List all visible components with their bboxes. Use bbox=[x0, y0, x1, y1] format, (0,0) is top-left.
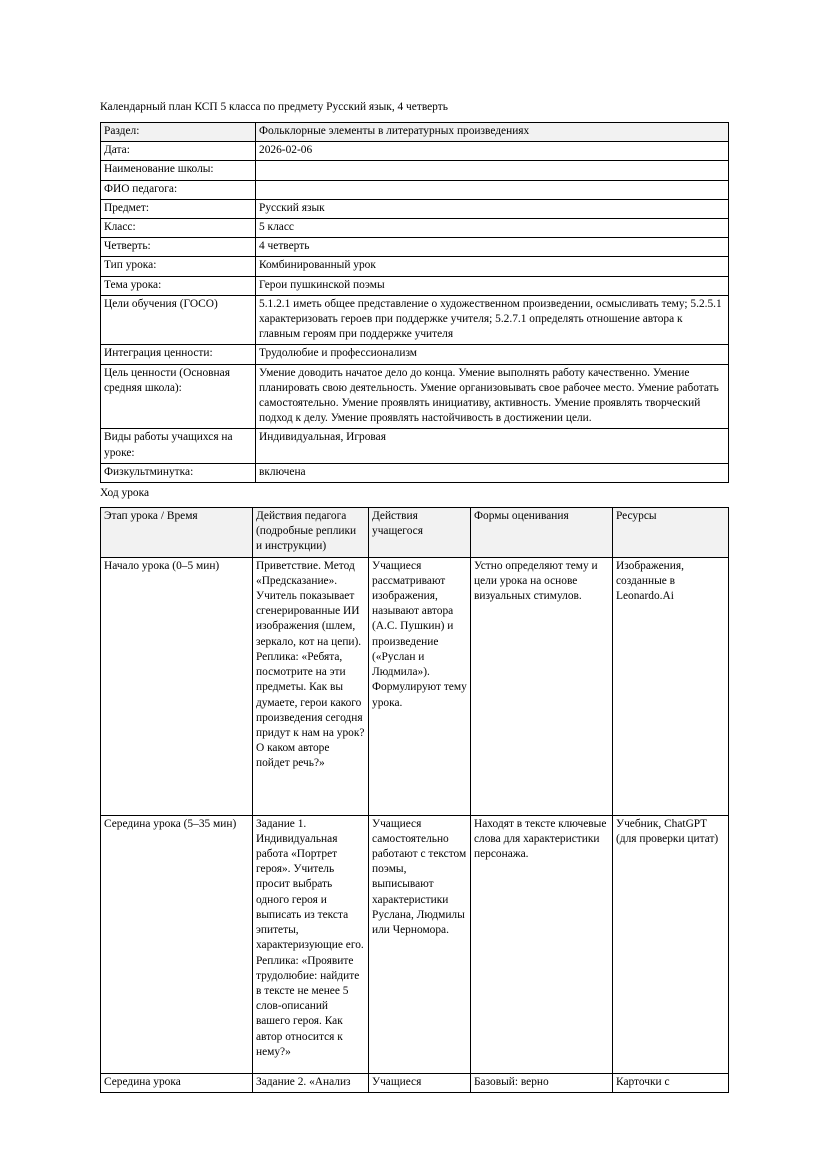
info-value: включена bbox=[256, 463, 729, 482]
cell-teacher-actions: Задание 2. «Анализ bbox=[253, 1073, 369, 1092]
info-value: 5 класс bbox=[256, 219, 729, 238]
info-label: ФИО педагога: bbox=[101, 180, 256, 199]
info-value bbox=[256, 180, 729, 199]
lesson-info-table bbox=[100, 122, 729, 483]
info-label: Предмет: bbox=[101, 199, 256, 218]
lesson-flow-table bbox=[100, 507, 729, 1093]
table-row bbox=[101, 219, 729, 238]
info-label: Физкультминутка: bbox=[101, 463, 256, 482]
info-value: 5.1.2.1 иметь общее представление о художественном произведении, осмысливать тему; 5.2.5.1 характеризовать героев при поддержке учителя; 5.2.7.1 определять отношение автора к главным героям при поддержке учителя bbox=[256, 295, 729, 345]
table-row bbox=[101, 180, 729, 199]
table-row bbox=[101, 123, 729, 142]
lesson-flow-label: Ход урока bbox=[100, 487, 150, 500]
info-label: Виды работы учащихся на уроке: bbox=[101, 429, 256, 463]
table-row bbox=[101, 238, 729, 257]
table-row bbox=[101, 257, 729, 276]
table-row bbox=[101, 276, 729, 295]
cell-teacher-actions: Задание 1. Индивидуальная работа «Портрет героя». Учитель просит выбрать одного героя и выписать из текста эпитеты, характеризующие его. Реплика: «Проявите трудолюбие: найдите в тексте не менее 5 слов-описаний вашего героя. Как автор относится к нему?» bbox=[253, 815, 369, 1073]
info-label: Четверть: bbox=[101, 238, 256, 257]
info-value: Герои пушкинской поэмы bbox=[256, 276, 729, 295]
info-label: Тип урока: bbox=[101, 257, 256, 276]
table-row bbox=[101, 364, 729, 429]
column-header-teacher-actions: Действия педагога (подробные реплики и инструкции) bbox=[253, 508, 369, 558]
table-row bbox=[101, 815, 729, 1073]
table-row bbox=[101, 429, 729, 463]
info-label: Наименование школы: bbox=[101, 161, 256, 180]
table-row bbox=[101, 1073, 729, 1092]
table-row bbox=[101, 295, 729, 345]
cell-assessment: Находят в тексте ключевые слова для характеристики персонажа. bbox=[471, 815, 613, 1073]
table-row bbox=[101, 557, 729, 815]
cell-stage: Середина урока (5–35 мин) bbox=[101, 815, 253, 1073]
info-label: Раздел: bbox=[101, 123, 256, 142]
cell-stage: Начало урока (0–5 мин) bbox=[101, 557, 253, 815]
info-value: Умение доводить начатое дело до конца. Умение выполнять работу качественно. Умение планировать свою деятельность. Умение организовывать свое рабочее место. Умение работать самостоятельно. Умение проявлять инициативу, активность. Умение проявлять творческий подход к делу. Умение проявлять настойчивость в достижении цели. bbox=[256, 364, 729, 429]
cell-resources: Карточки с bbox=[613, 1073, 729, 1092]
info-label: Цели обучения (ГОСО) bbox=[101, 295, 256, 345]
cell-teacher-actions: Приветствие. Метод «Предсказание». Учитель показывает сгенерированные ИИ изображения (шлем, зеркало, кот на цепи). Реплика: «Ребята, посмотрите на эти предметы. Как вы думаете, герои какого произведения сегодня придут к нам на урок? О каком авторе пойдет речь?» bbox=[253, 557, 369, 815]
cell-assessment: Базовый: верно bbox=[471, 1073, 613, 1092]
info-value: 4 четверть bbox=[256, 238, 729, 257]
info-label: Дата: bbox=[101, 142, 256, 161]
cell-student-actions: Учащиеся рассматривают изображения, называют автора (А.С. Пушкин) и произведение («Руслан и Людмила»). Формулируют тему урока. bbox=[369, 557, 471, 815]
table-row bbox=[101, 142, 729, 161]
info-value: Трудолюбие и профессионализм bbox=[256, 345, 729, 364]
lesson-info-table-body bbox=[101, 123, 729, 483]
column-header-stage: Этап урока / Время bbox=[101, 508, 253, 558]
column-header-assessment: Формы оценивания bbox=[471, 508, 613, 558]
column-header-resources: Ресурсы bbox=[613, 508, 729, 558]
cell-student-actions: Учащиеся bbox=[369, 1073, 471, 1092]
column-header-student-actions: Действия учащегося bbox=[369, 508, 471, 558]
info-value: Фольклорные элементы в литературных произведениях bbox=[256, 123, 729, 142]
info-value: Комбинированный урок bbox=[256, 257, 729, 276]
cell-assessment: Устно определяют тему и цели урока на основе визуальных стимулов. bbox=[471, 557, 613, 815]
cell-resources: Учебник, ChatGPT (для проверки цитат) bbox=[613, 815, 729, 1073]
table-row bbox=[101, 161, 729, 180]
info-value: Индивидуальная, Игровая bbox=[256, 429, 729, 463]
lesson-flow-table-body bbox=[101, 557, 729, 1092]
info-label: Цель ценности (Основная средняя школа): bbox=[101, 364, 256, 429]
info-value bbox=[256, 161, 729, 180]
cell-resources: Изображения, созданные в Leonardo.Ai bbox=[613, 557, 729, 815]
info-label: Класс: bbox=[101, 219, 256, 238]
cell-student-actions: Учащиеся самостоятельно работают с текстом поэмы, выписывают характеристики Руслана, Людмилы или Черномора. bbox=[369, 815, 471, 1073]
table-row bbox=[101, 463, 729, 482]
lesson-flow-table-head bbox=[101, 508, 729, 558]
table-row bbox=[101, 199, 729, 218]
table-header-row bbox=[101, 508, 729, 558]
info-label: Интеграция ценности: bbox=[101, 345, 256, 364]
info-value: Русский язык bbox=[256, 199, 729, 218]
table-row bbox=[101, 345, 729, 364]
info-value: 2026-02-06 bbox=[256, 142, 729, 161]
page-title: Календарный план КСП 5 класса по предмету Русский язык, 4 четверть bbox=[100, 101, 448, 113]
info-label: Тема урока: bbox=[101, 276, 256, 295]
document-page bbox=[100, 100, 728, 1093]
cell-stage: Середина урока bbox=[101, 1073, 253, 1092]
